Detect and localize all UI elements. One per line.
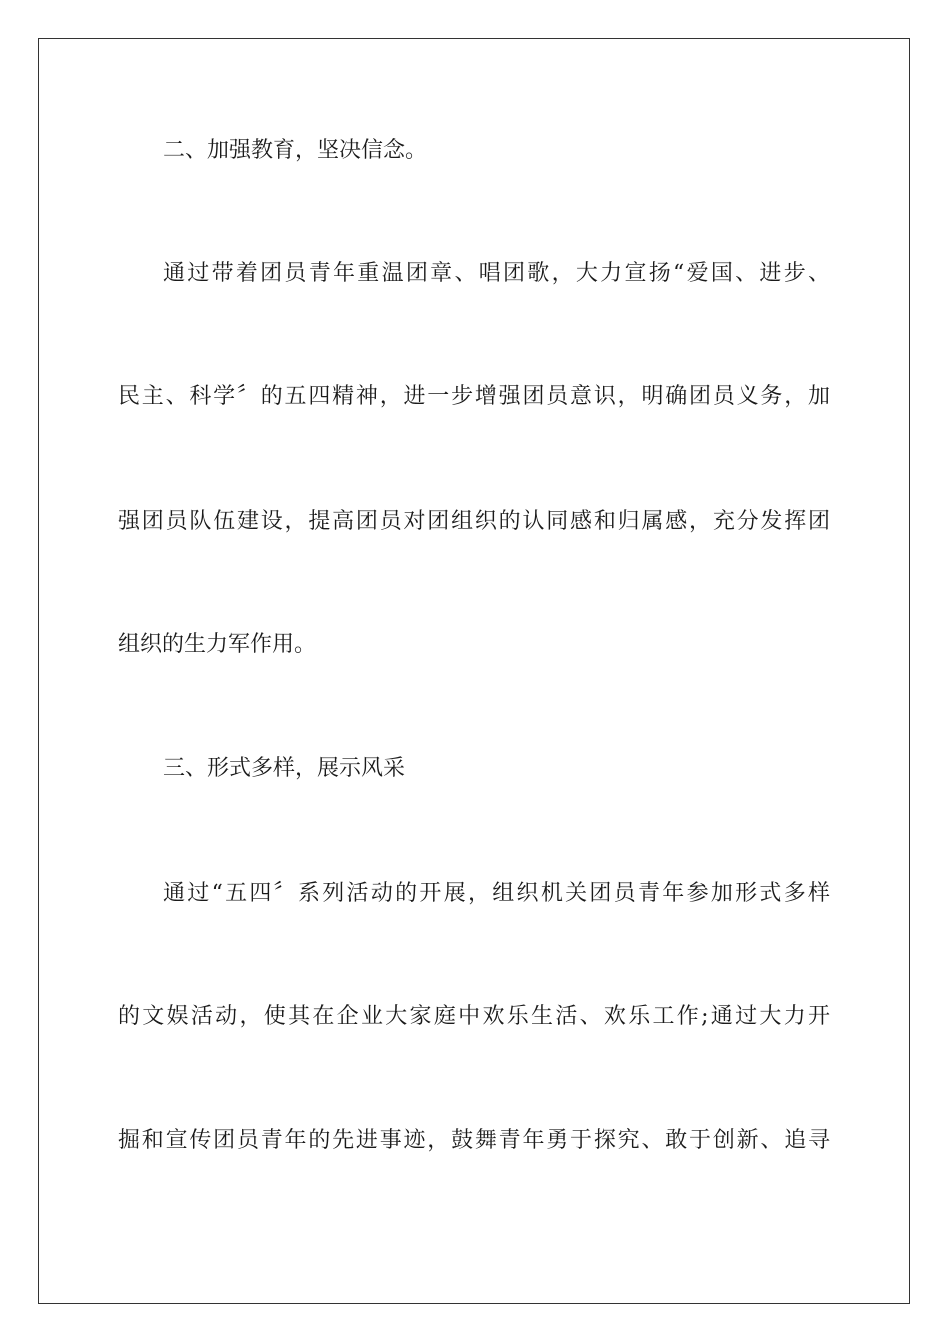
section-heading-3: 三、形式多样，展示风采 [163,756,406,781]
paragraph-line: 通过“五四〞系列活动的开展，组织机关团员青年参加形式多样 [163,881,830,906]
paragraph-line: 强团员队伍建设，提高团员对团组织的认同感和归属感，充分发挥团 [118,509,830,534]
paragraph-line: 组织的生力军作用。 [118,632,317,657]
paragraph-line: 的文娱活动，使其在企业大家庭中欢乐生活、欢乐工作;通过大力开 [118,1004,830,1029]
paragraph-line: 民主、科学〞的五四精神，进一步增强团员意识，明确团员义务，加 [118,384,830,409]
document-page [38,38,910,1304]
paragraph-line: 掘和宣传团员青年的先进事迹，鼓舞青年勇于探究、敢于创新、追寻 [118,1128,830,1153]
section-heading-2: 二、加强教育，坚决信念。 [163,138,428,163]
paragraph-line: 通过带着团员青年重温团章、唱团歌，大力宣扬“爱国、进步、 [163,261,830,286]
